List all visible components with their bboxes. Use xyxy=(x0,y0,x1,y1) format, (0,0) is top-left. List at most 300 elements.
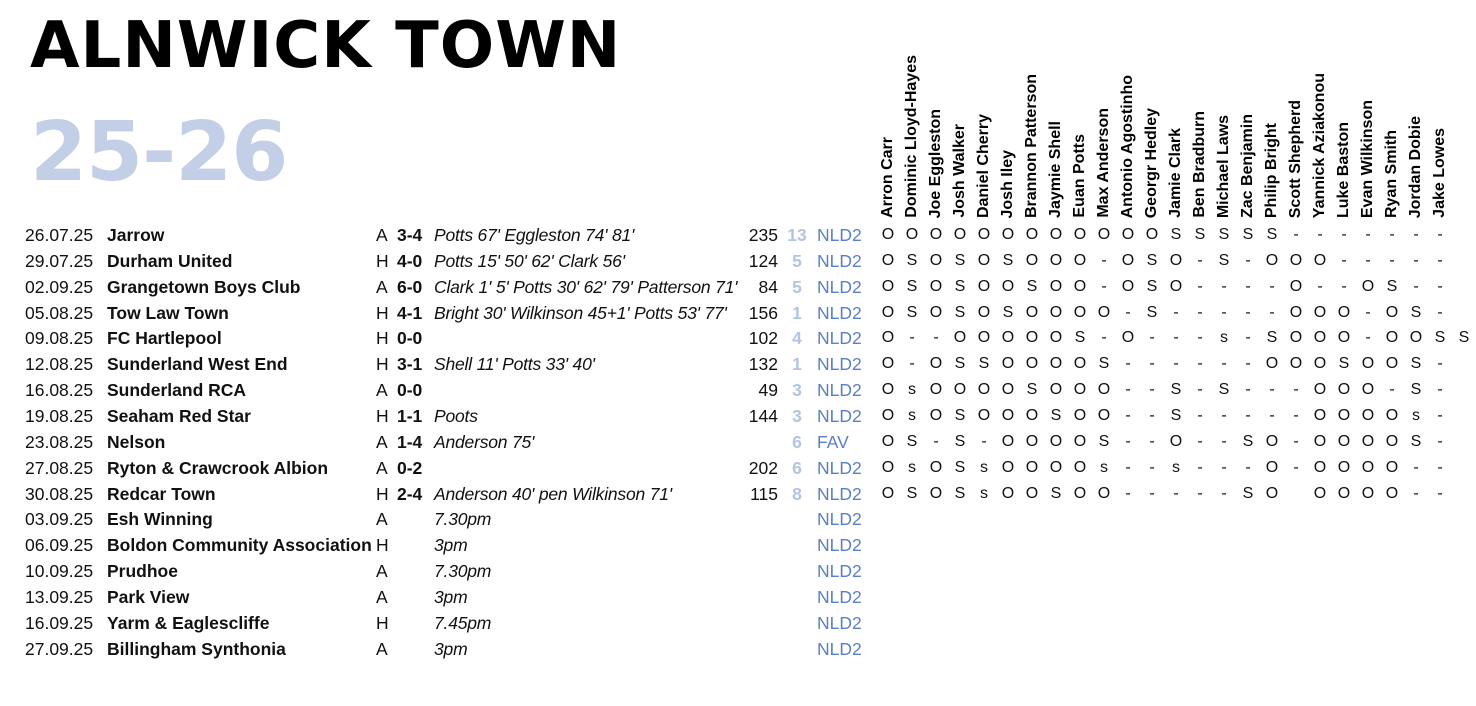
appearance-cell: s xyxy=(1412,406,1420,424)
venue-indicator: H xyxy=(376,612,389,633)
appearance-cell: - xyxy=(1125,458,1131,476)
appearance-cell: O xyxy=(1265,251,1279,269)
appearance-cell: O xyxy=(881,226,895,243)
appearance-cell: - xyxy=(1245,406,1251,424)
fixture-row xyxy=(0,377,1476,403)
player-name: Zac Benjamin xyxy=(1239,113,1256,218)
appearance-cell: O xyxy=(1265,484,1279,502)
appearance-cell: O xyxy=(1313,406,1327,424)
player-name: Max Anderson xyxy=(1095,108,1112,218)
appearance-cell: O xyxy=(1385,329,1399,347)
player-name: Scott Shepherd xyxy=(1287,99,1304,218)
appearance-cell: O xyxy=(881,355,895,373)
appearance-cell: - xyxy=(1437,432,1443,450)
appearance-cell: O xyxy=(1337,329,1351,347)
fixture-row xyxy=(0,325,1476,351)
opponent-name: Jarrow xyxy=(107,225,165,245)
appearance-cell: - xyxy=(1125,406,1131,424)
appearance-cell: O xyxy=(1313,458,1327,476)
venue-indicator: H xyxy=(376,328,389,349)
appearance-cell: O xyxy=(1001,329,1015,347)
appearance-cell: O xyxy=(1001,381,1015,399)
league-position: 1 xyxy=(792,354,802,375)
appearance-cell: - xyxy=(1317,277,1323,295)
appearance-cell: - xyxy=(1221,458,1227,476)
scorers-note: Bright 30' Wilkinson 45+1' Potts 53' 77' xyxy=(434,302,727,323)
appearance-cell: - xyxy=(1221,432,1227,450)
match-date: 27.09.25 xyxy=(25,638,94,659)
appearance-cell: O xyxy=(1169,432,1183,450)
appearance-cell: O xyxy=(1073,432,1087,450)
appearance-cell: - xyxy=(1245,355,1251,373)
appearance-cell: O xyxy=(1169,277,1183,295)
appearance-cell: O xyxy=(1025,226,1039,243)
appearance-cell: O xyxy=(1001,355,1015,373)
fixture-row xyxy=(0,274,1476,300)
competition-code: NLD2 xyxy=(817,380,862,401)
appearance-cell: O xyxy=(1049,303,1063,321)
competition-code: NLD2 xyxy=(817,328,862,349)
match-score: 0-0 xyxy=(397,380,423,401)
match-date: 29.07.25 xyxy=(25,250,94,271)
appearance-cell: O xyxy=(1073,484,1087,502)
appearance-cell: O xyxy=(1313,251,1327,269)
appearance-codes xyxy=(876,481,1476,507)
appearance-cell: O xyxy=(1337,406,1351,424)
appearance-cell: O xyxy=(1025,303,1039,321)
opponent-name: Grangetown Boys Club xyxy=(107,276,301,297)
appearance-cell: - xyxy=(1149,484,1155,502)
scorers-note: Anderson 75' xyxy=(434,431,535,452)
appearance-cell: - xyxy=(1149,355,1155,373)
venue-indicator: A xyxy=(376,457,388,478)
appearance-cell: S xyxy=(1338,355,1350,373)
fixture-row xyxy=(0,506,1476,532)
fixture-row xyxy=(0,222,1476,248)
scorers-note: 7.45pm xyxy=(434,612,492,633)
appearance-cell: O xyxy=(977,329,991,347)
appearance-cell: S xyxy=(906,484,918,502)
appearance-cell: - xyxy=(1197,381,1203,399)
appearance-cell: O xyxy=(1289,329,1303,347)
fixture-row xyxy=(0,455,1476,481)
appearance-cell: - xyxy=(933,432,939,450)
attendance-count: 144 xyxy=(748,405,778,426)
appearance-cell: s xyxy=(1220,329,1228,347)
appearance-cell: - xyxy=(1221,484,1227,502)
appearance-codes xyxy=(876,403,1476,429)
match-score: 1-4 xyxy=(397,431,423,452)
venue-indicator: A xyxy=(376,638,388,659)
appearance-cell: - xyxy=(1173,303,1179,321)
appearance-cell: O xyxy=(977,251,991,269)
appearance-cell: O xyxy=(1049,458,1063,476)
appearance-cell: S xyxy=(1002,303,1014,321)
appearance-cell: - xyxy=(1437,355,1443,373)
appearance-cell: - xyxy=(1197,277,1203,295)
appearance-cell: S xyxy=(954,406,966,424)
appearance-cell: S xyxy=(1218,251,1230,269)
fixture-row xyxy=(0,429,1476,455)
appearance-cell: S xyxy=(954,355,966,373)
appearance-cell: - xyxy=(909,329,915,347)
appearance-codes xyxy=(876,222,1476,248)
attendance-count: 49 xyxy=(758,380,778,401)
appearance-cell: O xyxy=(1073,355,1087,373)
venue-indicator: H xyxy=(376,483,389,504)
league-position: 3 xyxy=(792,405,802,426)
appearance-cell: O xyxy=(1385,458,1399,476)
appearance-cell: O xyxy=(1385,406,1399,424)
league-position: 5 xyxy=(792,250,802,271)
scorers-note: 3pm xyxy=(434,638,468,659)
match-date: 19.08.25 xyxy=(25,405,94,426)
appearance-cell: - xyxy=(1149,381,1155,399)
appearance-cell: O xyxy=(1385,355,1399,373)
venue-indicator: H xyxy=(376,250,389,271)
match-date: 26.07.25 xyxy=(25,225,94,245)
appearance-cell: S xyxy=(1026,277,1038,295)
venue-indicator: H xyxy=(376,302,389,323)
appearance-cell: O xyxy=(1385,484,1399,502)
player-name: Brannon Patterson xyxy=(1023,73,1040,218)
league-position: 6 xyxy=(792,431,802,452)
appearance-cell: S xyxy=(906,251,918,269)
competition-code: NLD2 xyxy=(817,586,862,607)
appearance-codes xyxy=(876,610,1476,636)
appearance-cell: S xyxy=(1458,329,1470,347)
competition-code: NLD2 xyxy=(817,509,862,530)
appearance-cell: O xyxy=(1073,226,1087,243)
appearance-codes xyxy=(876,636,1476,662)
player-name: Joe Eggleston xyxy=(927,108,944,218)
appearance-cell: O xyxy=(1361,406,1375,424)
appearance-cell: O xyxy=(1097,484,1111,502)
appearance-cell: - xyxy=(1245,251,1251,269)
scorers-note: Potts 15' 50' 62' Clark 56' xyxy=(434,250,625,271)
appearance-cell: O xyxy=(1001,277,1015,295)
player-name: Philip Bright xyxy=(1263,122,1280,218)
appearance-cell: O xyxy=(1097,303,1111,321)
competition-code: NLD2 xyxy=(817,457,862,478)
player-name: Dominic Lloyd-Hayes xyxy=(903,55,920,218)
fixture-row xyxy=(0,351,1476,377)
match-score: 3-4 xyxy=(397,225,423,245)
appearance-cell: S xyxy=(954,251,966,269)
appearance-cell: - xyxy=(1389,381,1395,399)
appearance-cell: O xyxy=(1049,277,1063,295)
appearance-cell: - xyxy=(1293,406,1299,424)
player-name: Arron Carr xyxy=(879,137,896,218)
appearance-cell: - xyxy=(1149,458,1155,476)
venue-indicator: A xyxy=(376,380,388,401)
venue-indicator: A xyxy=(376,561,388,582)
appearance-cell: O xyxy=(1025,406,1039,424)
opponent-name: Prudhoe xyxy=(107,561,178,582)
appearance-cell: S xyxy=(1050,406,1062,424)
appearance-cell: S xyxy=(1434,329,1446,347)
appearance-cell: O xyxy=(1385,432,1399,450)
appearance-cell: O xyxy=(977,303,991,321)
appearance-cell: - xyxy=(1413,277,1419,295)
appearance-codes xyxy=(876,584,1476,610)
appearance-cell: - xyxy=(1221,406,1227,424)
appearance-cell: S xyxy=(1146,303,1158,321)
appearance-cell: O xyxy=(1265,355,1279,373)
appearance-cell: - xyxy=(1149,329,1155,347)
appearance-cell: O xyxy=(1073,303,1087,321)
appearance-cell: s xyxy=(980,484,988,502)
match-score: 0-2 xyxy=(397,457,423,478)
appearance-codes xyxy=(876,506,1476,532)
appearance-cell: O xyxy=(1265,432,1279,450)
appearance-cell: O xyxy=(953,226,967,243)
venue-indicator: H xyxy=(376,354,389,375)
appearance-cell: O xyxy=(881,329,895,347)
appearance-cell: S xyxy=(1410,303,1422,321)
appearance-cell: - xyxy=(1125,355,1131,373)
opponent-name: Redcar Town xyxy=(107,483,216,504)
appearance-cell: O xyxy=(953,329,967,347)
attendance-count: 102 xyxy=(748,328,778,349)
fixture-row xyxy=(0,532,1476,558)
appearance-cell: O xyxy=(1025,484,1039,502)
appearance-cell: O xyxy=(1001,226,1015,243)
appearance-cell: O xyxy=(1025,458,1039,476)
match-date: 10.09.25 xyxy=(25,561,94,582)
fixture-row xyxy=(0,584,1476,610)
appearance-cell: O xyxy=(1337,432,1351,450)
appearance-cell: O xyxy=(1001,432,1015,450)
appearance-cell: O xyxy=(1001,406,1015,424)
appearance-cell: S xyxy=(906,277,918,295)
appearance-cell: O xyxy=(881,303,895,321)
appearance-cell: O xyxy=(977,226,991,243)
player-name: Josh Iley xyxy=(999,149,1016,218)
appearance-cell: S xyxy=(1266,329,1278,347)
competition-code: FAV xyxy=(817,431,849,452)
appearance-cell: s xyxy=(908,406,916,424)
appearance-cell: O xyxy=(929,458,943,476)
appearance-cell: - xyxy=(1389,251,1395,269)
opponent-name: Nelson xyxy=(107,431,166,452)
appearance-cell: - xyxy=(1413,251,1419,269)
appearance-cell: O xyxy=(953,381,967,399)
appearance-cell: - xyxy=(1437,484,1443,502)
appearance-cell: O xyxy=(929,381,943,399)
appearance-cell: O xyxy=(1073,277,1087,295)
appearance-cell: S xyxy=(1386,277,1398,295)
appearance-cell: - xyxy=(1269,381,1275,399)
match-date: 03.09.25 xyxy=(25,509,94,530)
appearance-cell: O xyxy=(1121,251,1135,269)
appearance-cell: S xyxy=(1218,226,1230,243)
appearance-cell: - xyxy=(1293,458,1299,476)
attendance-count: 235 xyxy=(748,225,778,245)
appearance-cell: O xyxy=(1361,484,1375,502)
appearance-cell: O xyxy=(1289,277,1303,295)
appearance-cell: O xyxy=(1313,303,1327,321)
opponent-name: Seaham Red Star xyxy=(107,405,251,426)
opponent-name: Yarm & Eaglescliffe xyxy=(107,612,270,633)
player-name: Jamie Clark xyxy=(1167,128,1184,218)
scorers-note: 3pm xyxy=(434,586,468,607)
appearance-codes xyxy=(876,558,1476,584)
competition-code: NLD2 xyxy=(817,561,862,582)
appearance-cell: O xyxy=(1025,355,1039,373)
opponent-name: Sunderland West End xyxy=(107,354,288,375)
appearance-cell: O xyxy=(1313,484,1327,502)
appearance-cell: S xyxy=(1146,277,1158,295)
appearance-cell: - xyxy=(1101,277,1107,295)
appearance-cell: - xyxy=(1293,432,1299,450)
appearance-cell: S xyxy=(1242,484,1254,502)
appearance-cell: O xyxy=(1361,381,1375,399)
appearance-cell: s xyxy=(1172,458,1180,476)
appearance-codes xyxy=(876,377,1476,403)
appearance-cell: S xyxy=(1098,355,1110,373)
appearance-cell: S xyxy=(1002,251,1014,269)
appearance-cell: S xyxy=(1170,381,1182,399)
appearance-codes xyxy=(876,351,1476,377)
appearance-codes xyxy=(876,248,1476,274)
appearance-cell: - xyxy=(1125,484,1131,502)
appearance-cell: - xyxy=(1365,329,1371,347)
appearance-cell: - xyxy=(1269,277,1275,295)
appearance-cell: - xyxy=(1437,251,1443,269)
appearance-cell: - xyxy=(1293,381,1299,399)
competition-code: NLD2 xyxy=(817,638,862,659)
match-date: 13.09.25 xyxy=(25,586,94,607)
appearance-cell: - xyxy=(1365,303,1371,321)
appearance-cell: S xyxy=(1170,406,1182,424)
appearance-cell: O xyxy=(977,406,991,424)
appearance-cell: - xyxy=(1197,329,1203,347)
appearance-cell: O xyxy=(1313,381,1327,399)
competition-code: NLD2 xyxy=(817,250,862,271)
appearance-cell: - xyxy=(1101,329,1107,347)
appearance-cell: - xyxy=(1197,251,1203,269)
player-name: Ryan Smith xyxy=(1383,129,1400,218)
appearance-cell: O xyxy=(1313,432,1327,450)
appearance-cell: O xyxy=(929,226,943,243)
appearance-cell: S xyxy=(1098,432,1110,450)
competition-code: NLD2 xyxy=(817,276,862,297)
appearance-cell: - xyxy=(1245,381,1251,399)
season-label: 25-26 xyxy=(30,105,288,200)
appearance-cell: - xyxy=(1293,226,1299,243)
fixture-row xyxy=(0,610,1476,636)
match-date: 27.08.25 xyxy=(25,457,94,478)
player-name: Evan Wilkinson xyxy=(1359,99,1376,218)
appearance-cell: S xyxy=(954,432,966,450)
appearance-cell: O xyxy=(1121,277,1135,295)
appearance-cell: - xyxy=(1125,432,1131,450)
appearance-cell: - xyxy=(1341,226,1347,243)
league-position: 8 xyxy=(792,483,802,504)
appearance-cell: O xyxy=(1361,277,1375,295)
appearance-cell: O xyxy=(929,251,943,269)
match-score: 1-1 xyxy=(397,405,423,426)
appearance-cell: - xyxy=(1341,251,1347,269)
appearance-cell: O xyxy=(1073,381,1087,399)
match-date: 16.08.25 xyxy=(25,380,94,401)
venue-indicator: A xyxy=(376,225,388,245)
appearance-cell: - xyxy=(933,329,939,347)
appearance-cell: O xyxy=(1337,458,1351,476)
appearance-cell: - xyxy=(1413,458,1419,476)
appearance-cell: - xyxy=(1197,406,1203,424)
club-title: ALNWICK TOWN xyxy=(30,9,622,83)
match-score: 0-0 xyxy=(397,328,423,349)
appearance-cell: O xyxy=(1025,432,1039,450)
appearance-cell: O xyxy=(1313,329,1327,347)
appearance-cell: s xyxy=(908,458,916,476)
match-score: 4-0 xyxy=(397,250,423,271)
scorers-note: Clark 1' 5' Potts 30' 62' 79' Patterson 71' xyxy=(434,276,738,297)
appearance-cell: - xyxy=(1125,303,1131,321)
player-name: Jordan Dobie xyxy=(1407,115,1424,218)
appearance-cell: - xyxy=(1437,381,1443,399)
appearance-cell: - xyxy=(1197,484,1203,502)
appearance-cell: - xyxy=(1221,277,1227,295)
appearance-cell: O xyxy=(881,277,895,295)
appearance-cell: - xyxy=(981,432,987,450)
appearance-cell: - xyxy=(1197,432,1203,450)
appearance-cell: S xyxy=(1242,432,1254,450)
appearance-cell: O xyxy=(1025,329,1039,347)
appearance-cell: - xyxy=(1269,303,1275,321)
player-name: Josh Walker xyxy=(951,124,968,218)
appearance-cell: O xyxy=(1337,303,1351,321)
appearance-cell: O xyxy=(1361,458,1375,476)
appearance-codes xyxy=(876,325,1476,351)
opponent-name: Boldon Community Association xyxy=(107,535,372,556)
appearance-cell: O xyxy=(1145,226,1159,243)
appearance-cell: S xyxy=(1410,381,1422,399)
appearance-cell: O xyxy=(1073,458,1087,476)
appearance-cell: - xyxy=(1197,303,1203,321)
appearance-cell: - xyxy=(1365,251,1371,269)
appearance-cell: S xyxy=(1146,251,1158,269)
appearance-cell: O xyxy=(1073,406,1087,424)
venue-indicator: A xyxy=(376,276,388,297)
appearance-cell: - xyxy=(1221,355,1227,373)
appearance-cell: - xyxy=(909,355,915,373)
appearance-cell: S xyxy=(906,303,918,321)
venue-indicator: H xyxy=(376,405,389,426)
appearance-cell: O xyxy=(1337,484,1351,502)
appearance-cell: s xyxy=(980,458,988,476)
league-position: 1 xyxy=(792,302,802,323)
competition-code: NLD2 xyxy=(817,302,862,323)
opponent-name: Park View xyxy=(107,586,190,607)
appearance-codes xyxy=(876,274,1476,300)
appearance-cell: O xyxy=(1289,303,1303,321)
attendance-count: 115 xyxy=(750,483,778,504)
match-score: 2-4 xyxy=(397,483,423,504)
appearance-cell: O xyxy=(1361,432,1375,450)
attendance-count: 124 xyxy=(748,250,778,271)
competition-code: NLD2 xyxy=(817,405,862,426)
appearance-cell: O xyxy=(1049,381,1063,399)
scorers-note: Potts 67' Eggleston 74' 81' xyxy=(434,225,635,245)
player-name: Antonio Agostinho xyxy=(1119,74,1136,218)
appearance-cell: - xyxy=(1413,484,1419,502)
appearance-cell: S xyxy=(954,458,966,476)
fixture-row xyxy=(0,300,1476,326)
appearance-cell: S xyxy=(954,484,966,502)
